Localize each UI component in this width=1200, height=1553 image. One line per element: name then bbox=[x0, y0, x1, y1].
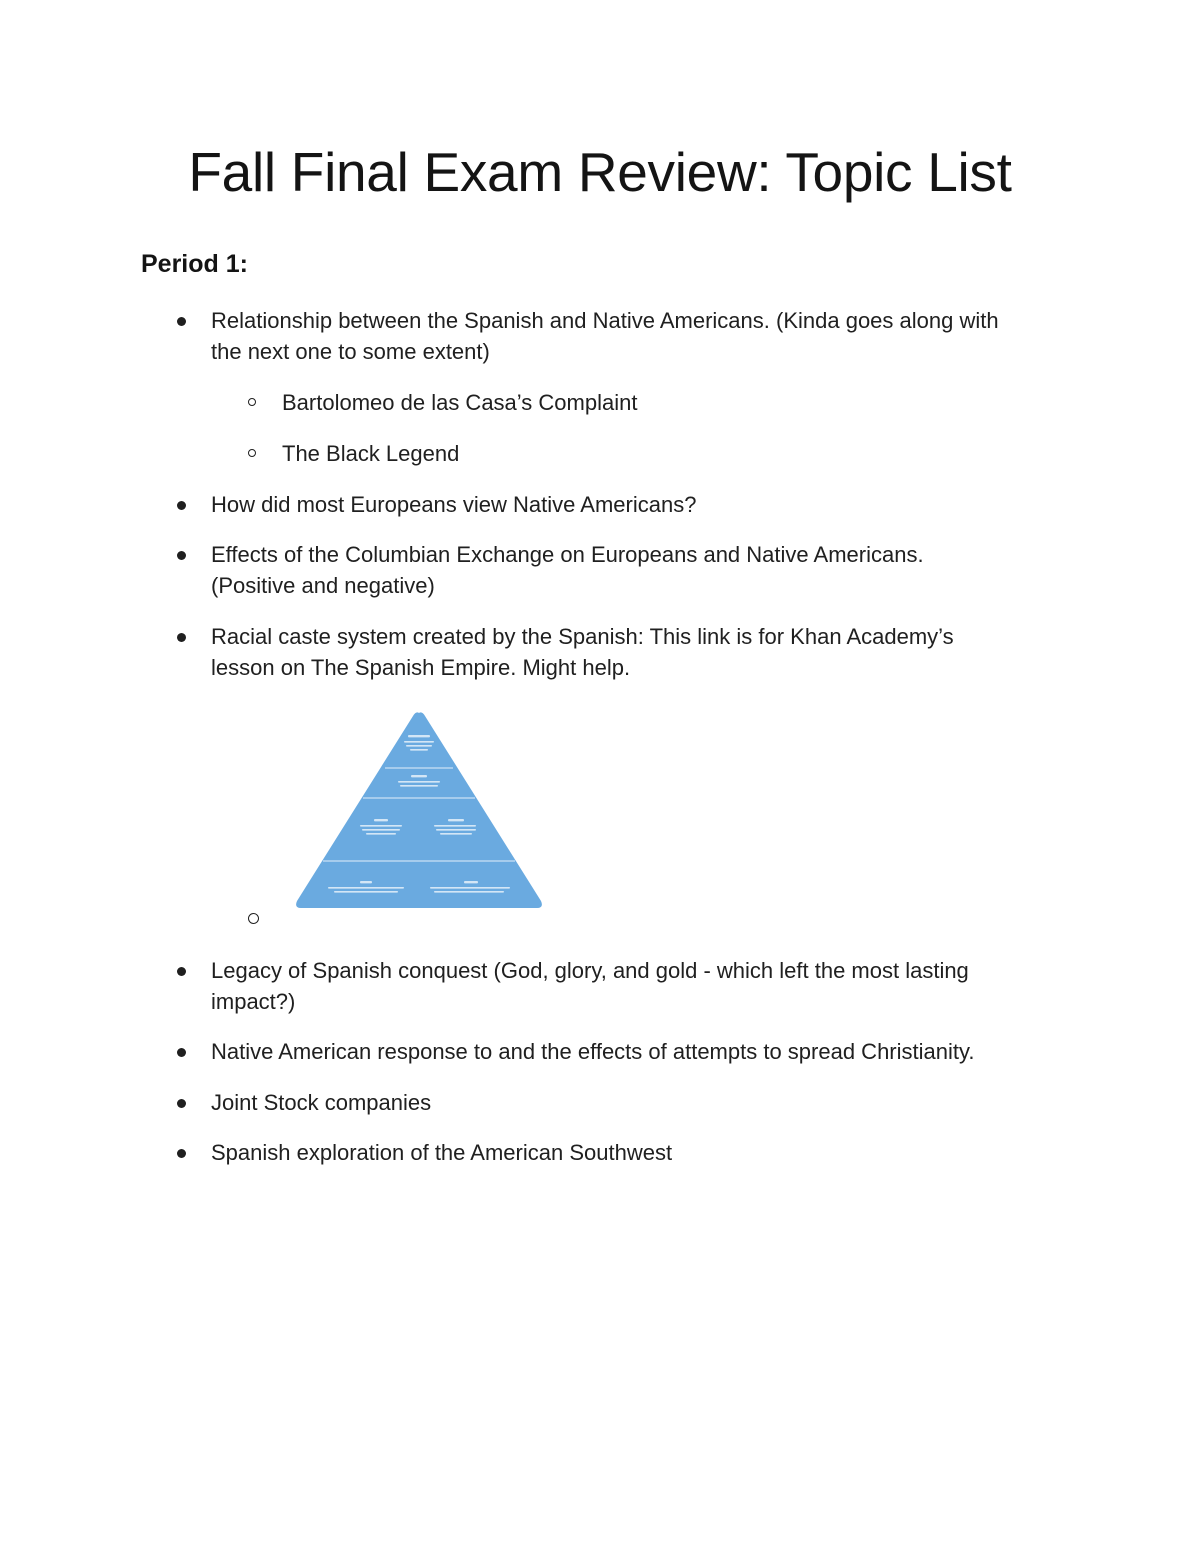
bullet-icon bbox=[177, 1099, 186, 1108]
sub-list-item-black-legend bbox=[282, 438, 459, 469]
bullet-icon bbox=[177, 551, 186, 560]
list-item-joint-stock bbox=[211, 1087, 431, 1118]
sub-list-item-text: The Black Legend bbox=[282, 441, 460, 466]
list-item-text-line: Joint Stock companies bbox=[211, 1090, 432, 1115]
hollow-bullet-icon bbox=[248, 913, 259, 924]
bullet-icon bbox=[177, 1149, 186, 1158]
sub-list-item-text: Bartolomeo de las Casa’s Complaint bbox=[282, 390, 638, 415]
list-item-relationship bbox=[211, 305, 999, 367]
document-title: Fall Final Exam Review: Topic List bbox=[188, 141, 1012, 203]
bullet-icon bbox=[177, 501, 186, 510]
list-item-christianity bbox=[211, 1036, 974, 1067]
list-item-caste-system bbox=[211, 621, 954, 683]
list-item-text-line: Effects of the Columbian Exchange on Europeans and Native Americans. bbox=[211, 542, 924, 567]
list-item-text-line: Native American response to and the effects of attempts to spread Christianity. bbox=[211, 1039, 975, 1064]
list-item-legacy bbox=[211, 955, 969, 1017]
list-item-text-line: lesson on The Spanish Empire. Might help. bbox=[211, 655, 631, 680]
list-item-text-line: Relationship between the Spanish and Native Americans. (Kinda goes along with bbox=[211, 308, 999, 333]
hollow-bullet-icon bbox=[248, 449, 256, 457]
list-item-text-line: (Positive and negative) bbox=[211, 573, 435, 598]
pyramid-graphic bbox=[294, 711, 544, 909]
list-item-european-views bbox=[211, 489, 696, 520]
list-item-columbian-exchange bbox=[211, 539, 924, 601]
section-heading-period-1: Period 1: bbox=[141, 250, 248, 278]
bullet-icon bbox=[177, 1048, 186, 1057]
caste-pyramid-image bbox=[294, 711, 544, 909]
list-item-text-line: Legacy of Spanish conquest (God, glory, and gold - which left the most lasting bbox=[211, 958, 969, 983]
list-item-text-line: Racial caste system created by the Spanish: This link is for Khan Academy’s bbox=[211, 624, 954, 649]
bullet-icon bbox=[177, 317, 186, 326]
sub-list-item-las-casas bbox=[282, 387, 637, 418]
list-item-text-line: Spanish exploration of the American Southwest bbox=[211, 1140, 673, 1165]
list-item-text-line: How did most Europeans view Native Americans? bbox=[211, 492, 697, 517]
list-item-text-line: impact?) bbox=[211, 989, 296, 1014]
bullet-icon bbox=[177, 633, 186, 642]
list-item-southwest bbox=[211, 1137, 672, 1168]
list-item-text-line: the next one to some extent) bbox=[211, 339, 490, 364]
hollow-bullet-icon bbox=[248, 398, 256, 406]
bullet-icon bbox=[177, 967, 186, 976]
